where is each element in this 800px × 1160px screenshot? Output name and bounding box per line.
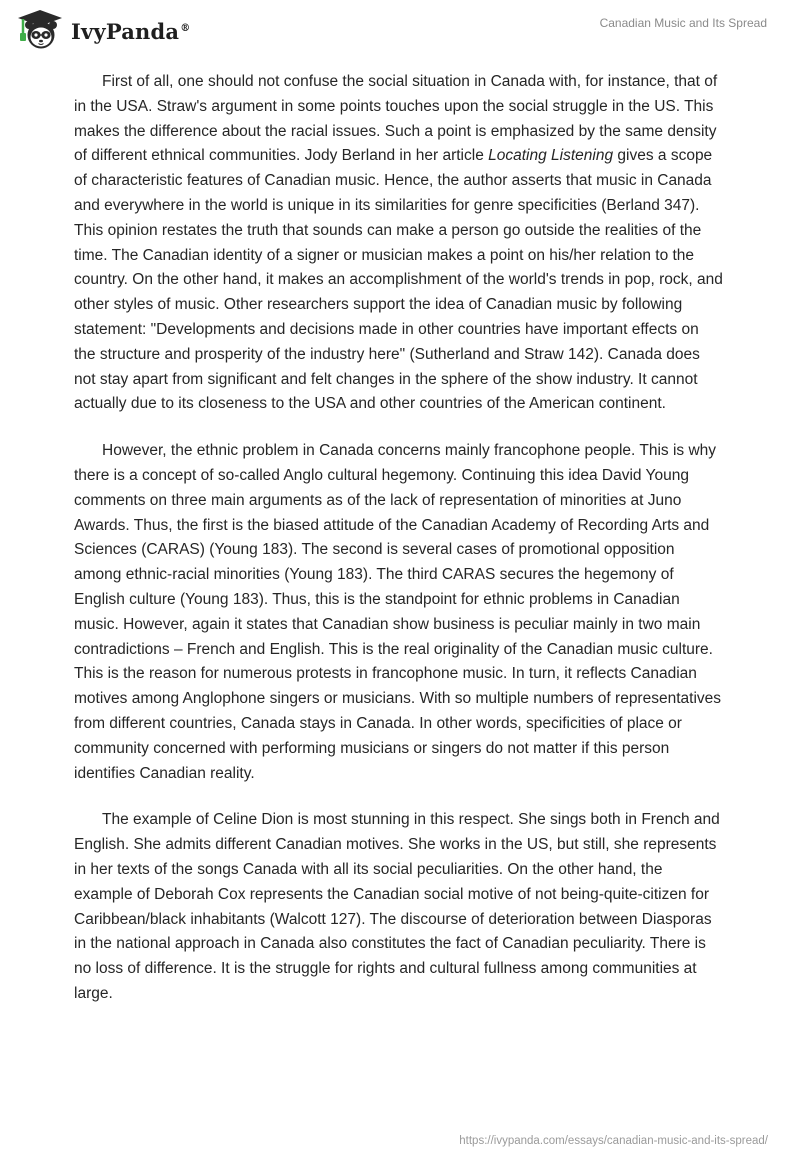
essay-body [74,70,724,1029]
paragraph-3: The example of Celine Dion is most stunning in this respect. She sings both in French and English. She admits different Canadian motives. She works in the US, but still, she represents in her texts of the songs Canada with all its social peculiarities. On the other hand, the example of Deborah Cox represents the Canadian social motive of not being-quite-citizen for Caribbean/black inhabitants (Walcott 127). The discourse of deterioration between Diasporas in the national approach in Canada also constitutes the fact of Canadian peculiarity. There is no loss of difference. It is the struggle for rights and cultural fullness among communities at large. [74,811,720,1002]
article-title-italic: Locating Listening [488,147,614,165]
panda-graduation-cap-icon [14,9,66,51]
page-header [0,0,800,60]
paragraph-2: However, the ethnic problem in Canada concerns mainly francophone people. This is why there is a concept of so-called Anglo cultural hegemony. Continuing this idea David Young comments on three main arguments as of the lack of representation of minorities at Juno Awards. Thus, the first is the biased attitude of the Canadian Academy of Recording Arts and Sciences (CARAS) (Young 183). The second is several cases of promotional opposition among ethnic-racial minorities (Young 183). The third CARAS secures the hegemony of English culture (Young 183). Thus, this is the standpoint for ethnic problems in Canadian music. However, again it states that Canadian show business is peculiar mainly in two main contradictions – French and English. This is the real originality of the Canadian music culture. This is the reason for numerous protests in francophone music. In turn, it reflects Canadian motives among Anglophone singers or musicians. With so multiple numbers of representatives from different countries, Canada stays in Canada. In other words, specificities of place or community concerned with performing musicians or singers do not matter if this person identifies Canadian reality. [74,442,722,782]
document-title: Canadian Music and Its Spread [599,16,767,30]
paragraph-1: First of all, one should not confuse the social situation in Canada with, for instance, that of in the USA. Straw's argument in some points touches upon the social struggle in the US. This makes the difference about the racial issues. Such a point is emphasized by the same density of different ethnical communities. Jody Berland in her article Locating Listening gives a scope of characteristic features of Canadian music. Hence, the author asserts that music in Canada and everywhere in the world is unique in its similarities for genre specificities (Berland 347). This opinion restates the truth that sounds can make a person go outside the realities of the time. The Canadian identity of a signer or musician makes a point on his/her relation to the country. On the other hand, it makes an accomplishment of the world's trends in pop, rock, and other styles of music. Other researchers support the idea of Canadian music by following statement: "Developments and decisions made in other countries have important effects on the structure and prosperity of the industry here" (Sutherland and Straw 142). Canada does not stay apart from significant and felt changes in the sphere of the show industry. It cannot actually due to its closeness to the USA and other countries of the American continent. [74,73,723,413]
source-url[interactable]: https://ivypanda.com/essays/canadian-music-and-its-spread/ [459,1135,768,1147]
ivypanda-logo[interactable] [14,9,190,51]
logo-wordmark: IvyPanda® [71,18,191,44]
